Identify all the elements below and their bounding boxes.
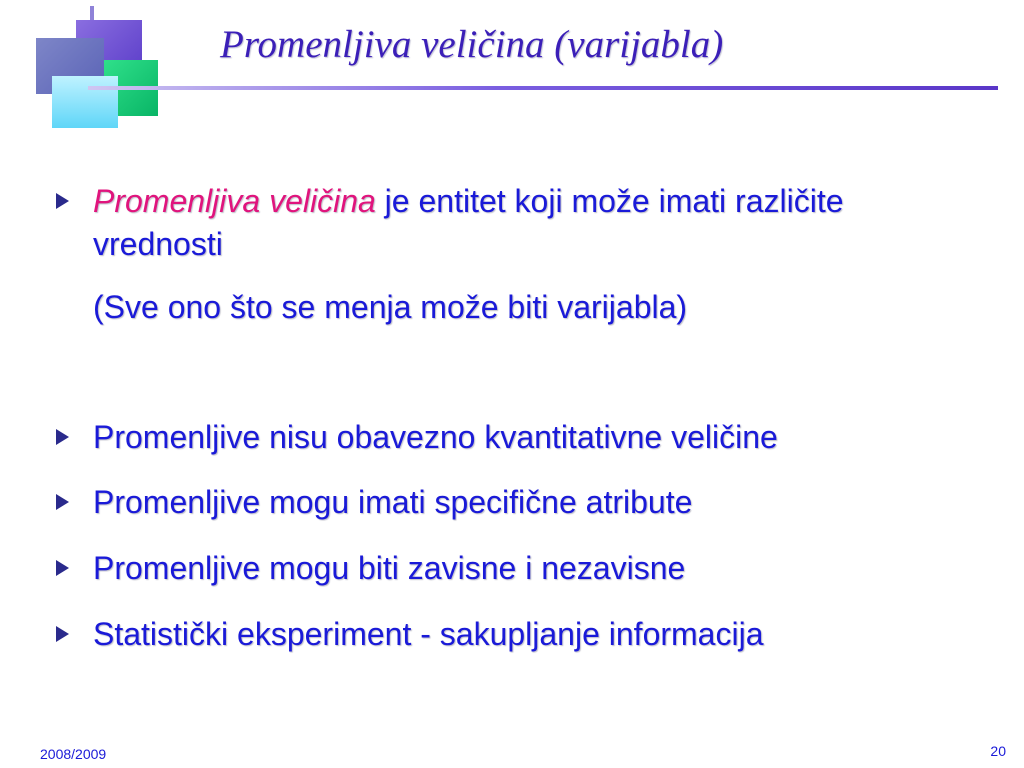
bullet-arrow-icon <box>56 494 69 510</box>
footer-date: 2008/2009 <box>40 746 107 762</box>
bullet-arrow-icon <box>56 626 69 642</box>
slide-title: Promenljiva veličina (varijabla) <box>220 23 724 66</box>
bullet-text: Promenljive nisu obavezno kvantitativne veličine <box>93 419 778 455</box>
decor-square-cyan <box>52 76 118 128</box>
title-underline <box>88 86 998 90</box>
bullet-text-rest: je entitet koji može imati različite vrednosti <box>93 183 844 262</box>
highlighted-term: Promenljiva veličina <box>93 183 376 219</box>
bullet-arrow-icon <box>56 560 69 576</box>
bullet-text <box>93 180 976 266</box>
bullet-text: Promenljive mogu imati specifične atribute <box>93 484 693 520</box>
bullet-subtext: (Sve ono što se menja može biti varijabla) <box>93 289 688 325</box>
bullet-text: Promenljive mogu biti zavisne i nezavisne <box>93 550 686 586</box>
slide-number: 20 <box>990 743 1006 759</box>
bullet-text: Statistički eksperiment - sakupljanje informacija <box>93 616 764 652</box>
bullet-arrow-icon <box>56 193 69 209</box>
bullet-arrow-icon <box>56 429 69 445</box>
